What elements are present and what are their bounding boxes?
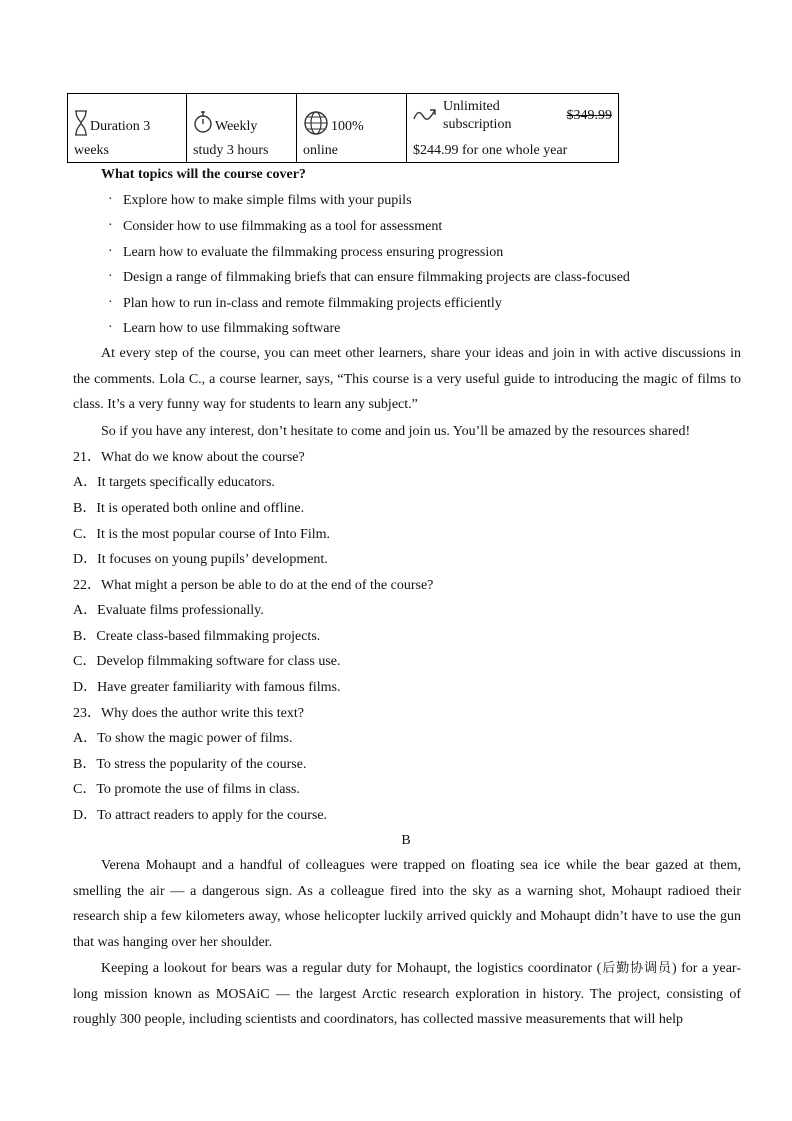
option: A．It targets specifically educators. — [73, 475, 275, 490]
bullet-dot: · — [108, 295, 113, 310]
question-stem: 21．What do we know about the course? — [73, 450, 305, 465]
topic-item: Learn how to evaluate the filmmaking process ensuring progression — [123, 245, 504, 260]
bullet-dot: · — [108, 244, 113, 259]
bullet-dot: · — [108, 192, 113, 207]
topic-item: Learn how to use filmmaking software — [123, 321, 341, 336]
option: A．To show the magic power of films. — [73, 731, 293, 746]
option: D．To attract readers to apply for the course. — [73, 808, 328, 823]
weekly-cell — [187, 94, 297, 163]
duration-line1: Duration 3 — [90, 119, 151, 134]
option: A．Evaluate films professionally. — [73, 603, 264, 618]
paragraph-learners: At every step of the course, you can meet other learners, share your ideas and join in with active discussions in the comments. Lola C., a course learner, says, “This course is a very useful guide to introducing the magic of films to class. It’s a very funny way for students to learn any subject.” — [73, 346, 741, 413]
subscription-line2: $244.99 for one whole year — [413, 143, 568, 158]
online-line2: online — [303, 143, 338, 158]
section-heading-b: B — [401, 833, 411, 848]
topic-item: Explore how to make simple films with your pupils — [123, 193, 412, 208]
online-line1: 100% — [331, 119, 364, 134]
topic-item: Plan how to run in-class and remote filmmaking projects efficiently — [123, 296, 502, 311]
bullet-dot: · — [108, 269, 113, 284]
question-stem: 22．What might a person be able to do at the end of the course? — [73, 578, 434, 593]
paragraph-mosaic — [73, 956, 741, 1033]
subscription-cell — [407, 94, 619, 163]
paragraph-mosaic-start: Keeping a lookout for bears was a regular duty for Mohaupt, the logistics coordinator ( — [101, 961, 602, 976]
weekly-line1: Weekly — [215, 119, 258, 134]
course-info-table — [67, 93, 619, 163]
option: D．Have greater familiarity with famous films. — [73, 680, 341, 695]
option: B．To stress the popularity of the course. — [73, 757, 307, 772]
option: D．It focuses on young pupils’ development. — [73, 552, 328, 567]
subscription-line1: Unlimited subscription — [443, 99, 512, 132]
topic-item: Design a range of filmmaking briefs that can ensure filmmaking projects are class-focused — [123, 270, 630, 285]
option: C．To promote the use of films in class. — [73, 782, 300, 797]
hourglass-icon — [74, 110, 88, 136]
bullet-dot: · — [108, 320, 113, 335]
duration-line2: weeks — [74, 143, 109, 158]
paragraph-mohaupt: Verena Mohaupt and a handful of colleagues were trapped on floating sea ice while the bear gazed at them, smelling the air — a dangerous sign. As a colleague fired into the sky as a warning shot, Mohaupt radioed their research ship a few kilometers away, whose helicopter luckily arrived quickly and Mohaupt didn’t have to use the gun that was hanging over her shoulder. — [73, 858, 741, 951]
paragraph-mosaic-end: ) for a year-long mission known as MOSAiC — the largest Arctic research exploration in history. The project, consisting of roughly 300 people, including scientists and coordinators, has collected massive measurements that will help — [73, 961, 741, 1028]
chinese-gloss: 后勤协调员 — [601, 961, 672, 976]
option: C．Develop filmmaking software for class use. — [73, 654, 341, 669]
topics-heading: What topics will the course cover? — [101, 167, 306, 182]
online-cell — [297, 94, 407, 163]
question-stem: 23．Why does the author write this text? — [73, 706, 304, 721]
bullet-dot: · — [108, 218, 113, 233]
globe-icon — [303, 110, 329, 136]
option: B．Create class-based filmmaking projects. — [73, 629, 321, 644]
option: C．It is the most popular course of Into Film. — [73, 527, 331, 542]
duration-cell — [68, 94, 187, 163]
option: B．It is operated both online and offline. — [73, 501, 305, 516]
stopwatch-icon — [193, 110, 213, 136]
old-price: $349.99 — [566, 108, 612, 123]
paragraph-invite: So if you have any interest, don’t hesitate to come and join us. You’ll be amazed by the resources shared! — [101, 424, 691, 439]
topic-item: Consider how to use filmmaking as a tool for assessment — [123, 219, 443, 234]
weekly-line2: study 3 hours — [193, 143, 269, 158]
trend-icon — [413, 107, 437, 125]
